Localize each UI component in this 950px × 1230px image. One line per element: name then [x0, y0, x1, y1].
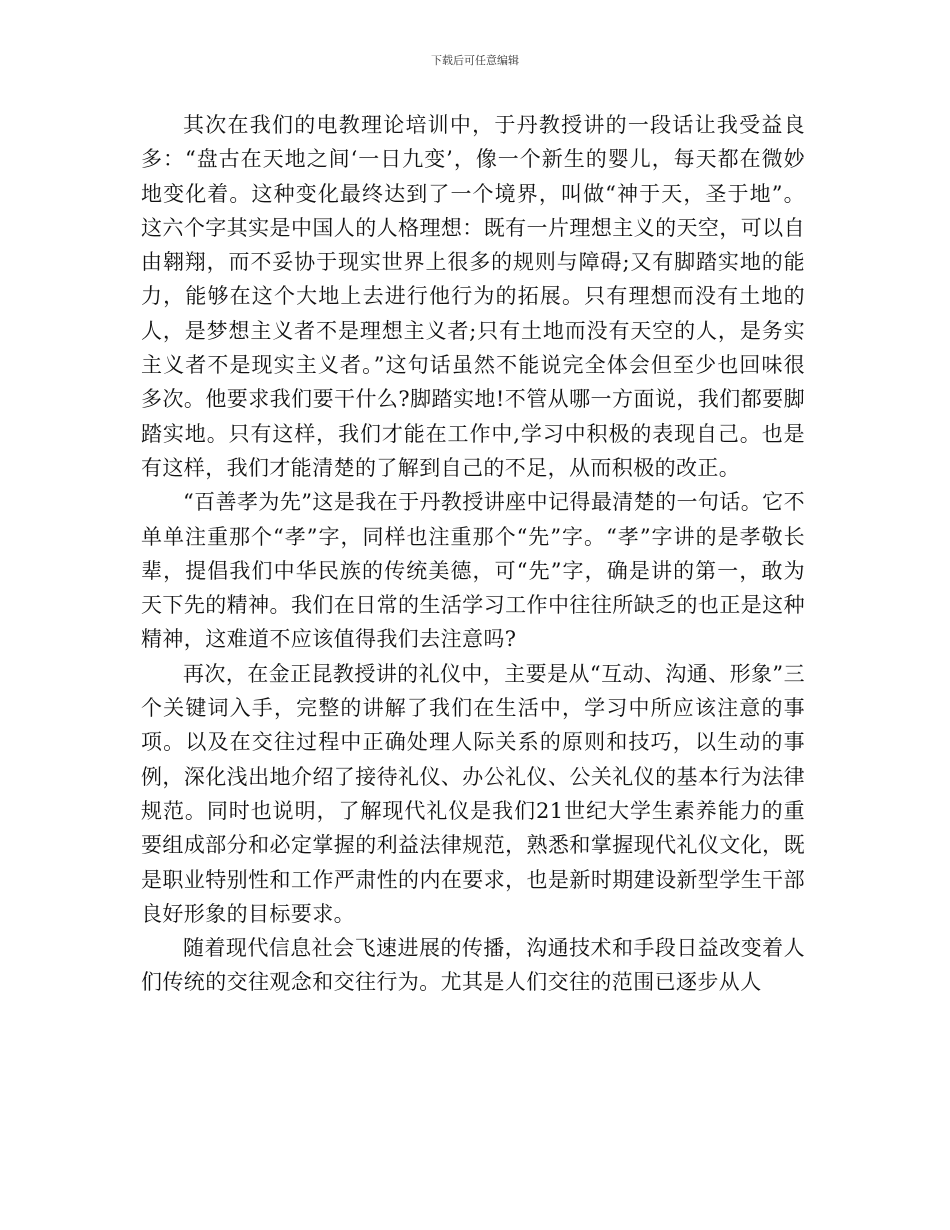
paragraph-2: “百善孝为先”这是我在于丹教授讲座中记得最清楚的一句话。它不单单注重那个“孝”字，同样也注重那个“先”字。“孝”字讲的是孝敬长辈，提倡我们中华民族的传统美德，可“先”字，确是讲的第一，敢为天下先的精神。我们在日常的生活学习工作中往往所缺乏的也正是这种精神，这难道不应该值得我们去注意吗?: [141, 490, 805, 652]
paragraph-4: 随着现代信息社会飞速进展的传播，沟通技术和手段日益改变着人们传统的交往观念和交往行为。尤其是人们交往的范围已逐步从人: [141, 936, 805, 995]
page-header: 下载后可任意编辑: [431, 54, 519, 67]
document-body: [141, 108, 805, 1000]
paragraph-1: 其次在我们的电教理论培训中，于丹教授讲的一段话让我受益良多：“盘古在天地之间‘一日九变’，像一个新生的婴儿，每天都在微妙地变化着。这种变化最终达到了一个境界，叫做“神于天，圣于地”。这六个字其实是中国人的人格理想：既有一片理想主义的天空，可以自由翱翔，而不妥协于现实世界上很多的规则与障碍;又有脚踏实地的能力，能够在这个大地上去进行他行为的拓展。只有理想而没有土地的人，是梦想主义者不是理想主义者;只有土地而没有天空的人，是务实主义者不是现实主义者。”这句话虽然不能说完全体会但至少也回味很多次。他要求我们要干什么?脚踏实地!不管从哪一方面说，我们都要脚踏实地。只有这样，我们才能在工作中,学习中积极的表现自己。也是有这样，我们才能清楚的了解到自己的不足，从而积极的改正。: [141, 113, 805, 480]
paragraph-3: 再次，在金正昆教授讲的礼仪中，主要是从“互动、沟通、形象”三个关键词入手，完整的讲解了我们在生活中，学习中所应该注意的事项。以及在交往过程中正确处理人际关系的原则和技巧，以生动的事例，深化浅出地介绍了接待礼仪、办公礼仪、公关礼仪的基本行为法律规范。同时也说明，了解现代礼仪是我们21世纪大学生素养能力的重要组成部分和必定掌握的利益法律规范，熟悉和掌握现代礼仪文化，既是职业特别性和工作严肃性的内在要求，也是新时期建设新型学生干部良好形象的目标要求。: [141, 661, 805, 926]
